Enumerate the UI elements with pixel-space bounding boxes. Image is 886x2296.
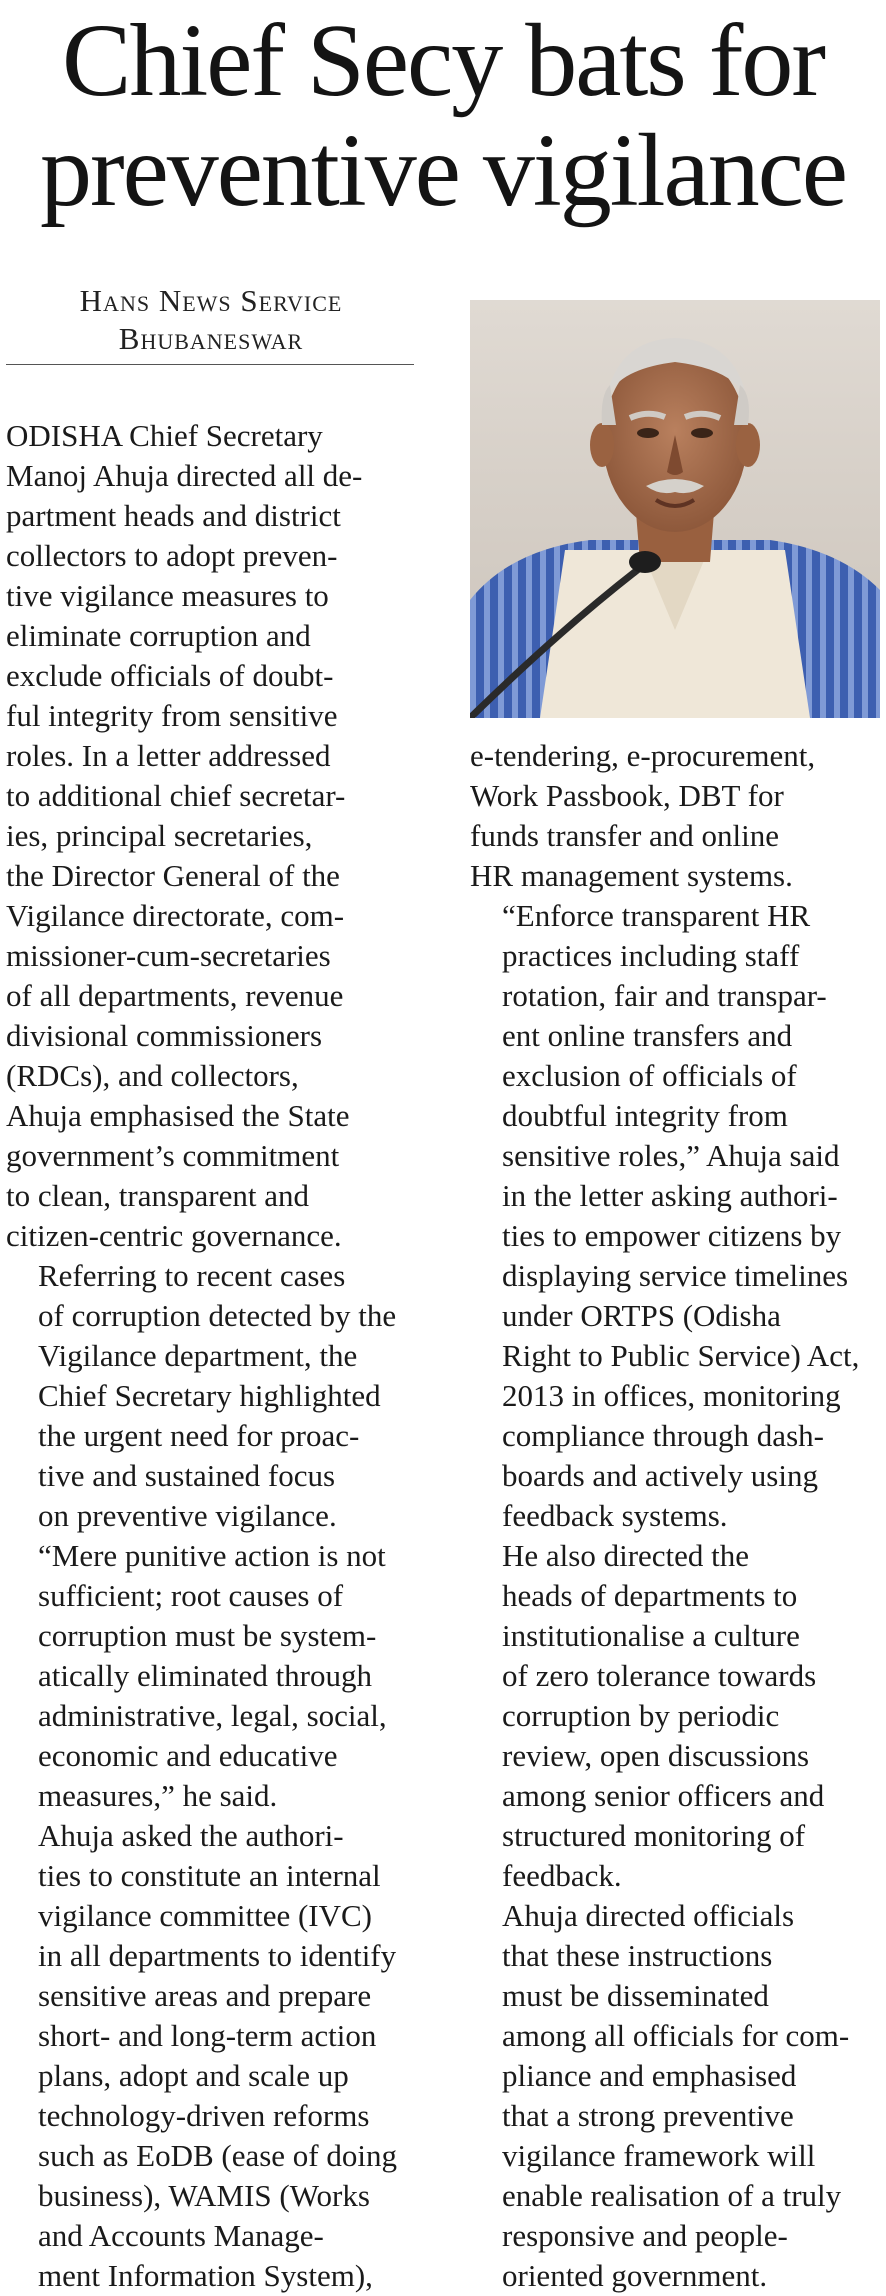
article-line: to clean, transparent and [6, 1178, 309, 1213]
article-paragraph-6 [470, 1896, 880, 2296]
article-line: of all departments, revenue [6, 978, 344, 1013]
article-line: tive and sustained focus [38, 1458, 336, 1493]
article-line: pliance and emphasised [502, 2058, 797, 2093]
article-line: in the letter asking authori- [502, 1178, 838, 1213]
article-line: tive vigilance measures to [6, 578, 329, 613]
article-column-left [6, 416, 416, 2296]
article-line: ies, principal secretaries, [6, 818, 313, 853]
article-line: sufficient; root causes of [38, 1578, 344, 1613]
article-paragraph-1 [6, 416, 416, 1256]
article-line: partment heads and district [6, 498, 341, 533]
headline-line-2: preventive vigilance [39, 113, 847, 228]
article-line: atically eliminated through [38, 1658, 373, 1693]
article-line: Ahuja asked the authori- [38, 1818, 344, 1853]
chief-secretary-photo [470, 300, 880, 718]
article-line: sensitive areas and prepare [38, 1978, 372, 2013]
headline-line-1: Chief Secy bats for [61, 3, 824, 118]
article-line: displaying service timelines [502, 1258, 849, 1293]
article-line: divisional commissioners [6, 1018, 323, 1053]
article-line: (RDCs), and collectors, [6, 1058, 299, 1093]
article-line: feedback systems. [502, 1498, 728, 1533]
article-line: ties to empower citizens by [502, 1218, 842, 1253]
article-line: Vigilance directorate, com- [6, 898, 345, 933]
article-column-right [470, 736, 880, 2296]
article-line: Vigilance department, the [38, 1338, 358, 1373]
article-line: corruption must be system- [38, 1618, 377, 1653]
article-line: Manoj Ahuja directed all de- [6, 458, 363, 493]
article-line: to additional chief secretar- [6, 778, 346, 813]
article-line: compliance through dash- [502, 1418, 824, 1453]
article-line: HR management systems. [470, 858, 793, 893]
article-line: in all departments to identify [38, 1938, 397, 1973]
article-line: structured monitoring of [502, 1818, 806, 1853]
article-line: technology-driven reforms [38, 2098, 370, 2133]
article-line: ful integrity from sensitive [6, 698, 338, 733]
article-line: review, open discussions [502, 1738, 810, 1773]
article-line: He also directed the [502, 1538, 750, 1573]
article-line: Right to Public Service) Act, [502, 1338, 860, 1373]
article-paragraph-5 [470, 1536, 880, 1896]
article-line: under ORTPS (Odisha [502, 1298, 781, 1333]
article-line: that these instructions [502, 1938, 773, 1973]
article-paragraph-4 [470, 896, 880, 1536]
article-line: heads of departments to [502, 1578, 798, 1613]
article-line: and Accounts Manage- [38, 2218, 324, 2253]
article-line: short- and long-term action [38, 2018, 377, 2053]
article-line: plans, adopt and scale up [38, 2058, 349, 2093]
article-line: ent online transfers and [502, 1018, 793, 1053]
article-line: corruption by periodic [502, 1698, 780, 1733]
article-line: of zero tolerance towards [502, 1658, 817, 1693]
article-line: ODISHA Chief Secretary [6, 418, 323, 453]
article-paragraph-2 [6, 1256, 416, 1816]
article-line: that a strong preventive [502, 2098, 794, 2133]
article-line: Ahuja emphasised the State [6, 1098, 350, 1133]
article-line: the urgent need for proac- [38, 1418, 360, 1453]
byline-agency: Hans News Service [79, 283, 343, 318]
article-line: ties to constitute an internal [38, 1858, 381, 1893]
article-line: practices including staff [502, 938, 800, 973]
article-line: of corruption detected by the [38, 1298, 397, 1333]
article-line: on preventive vigilance. [38, 1498, 337, 1533]
article-line: Referring to recent cases [38, 1258, 346, 1293]
article-line: measures,” he said. [38, 1778, 278, 1813]
byline-location: Bhubaneswar [118, 321, 304, 356]
article-line: responsive and people- [502, 2218, 788, 2253]
article-line: eliminate corruption and [6, 618, 311, 653]
article-line: the Director General of the [6, 858, 340, 893]
article-line: sensitive roles,” Ahuja said [502, 1138, 840, 1173]
article-line: rotation, fair and transpar- [502, 978, 827, 1013]
article-line: among all officials for com- [502, 2018, 850, 2053]
article-line: such as EoDB (ease of doing [38, 2138, 397, 2173]
article-line: oriented government. [502, 2258, 768, 2293]
article-line: business), WAMIS (Works [38, 2178, 370, 2213]
official-speaking-at-microphone-icon [470, 300, 880, 718]
article-line: roles. In a letter addressed [6, 738, 331, 773]
article-line: missioner-cum-secretaries [6, 938, 331, 973]
article-line: economic and educative [38, 1738, 338, 1773]
byline [6, 282, 416, 358]
article-line: vigilance committee (IVC) [38, 1898, 372, 1933]
article-line: among senior officers and [502, 1778, 825, 1813]
article-line: exclusion of officials of [502, 1058, 797, 1093]
article-line: feedback. [502, 1858, 622, 1893]
article-line: e-tendering, e-procurement, [470, 738, 816, 773]
article-line: funds transfer and online [470, 818, 780, 853]
article-line: Chief Secretary highlighted [38, 1378, 381, 1413]
article-line: ment Information System), [38, 2258, 373, 2293]
article-paragraph-3-continued [470, 736, 880, 896]
article-line: exclude officials of doubt- [6, 658, 334, 693]
article-line: “Enforce transparent HR [502, 898, 811, 933]
byline-divider [6, 364, 414, 365]
headline [0, 3, 886, 228]
article-line: Work Passbook, DBT for [470, 778, 784, 813]
article-line: institutionalise a culture [502, 1618, 800, 1653]
article-line: government’s commitment [6, 1138, 340, 1173]
article-line: citizen-centric governance. [6, 1218, 342, 1253]
article-line: boards and actively using [502, 1458, 818, 1493]
article-line: “Mere punitive action is not [38, 1538, 386, 1573]
article-line: Ahuja directed officials [502, 1898, 795, 1933]
article-line: vigilance framework will [502, 2138, 816, 2173]
article-paragraph-3 [6, 1816, 416, 2296]
article-line: 2013 in offices, monitoring [502, 1378, 841, 1413]
article-line: doubtful integrity from [502, 1098, 788, 1133]
article-line: enable realisation of a truly [502, 2178, 842, 2213]
article-line: collectors to adopt preven- [6, 538, 338, 573]
article-line: administrative, legal, social, [38, 1698, 387, 1733]
article-line: must be disseminated [502, 1978, 769, 2013]
